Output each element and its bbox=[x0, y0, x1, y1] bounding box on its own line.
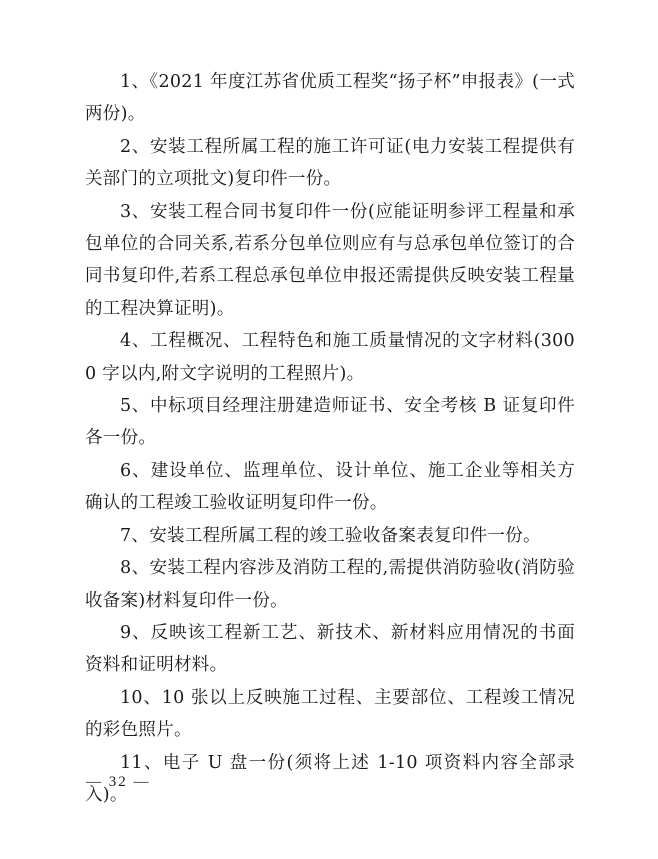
list-item-6: 6、建设单位、监理单位、设计单位、施工企业等相关方确认的工程竣工验收证明复印件一份。 bbox=[85, 460, 575, 514]
list-item-10: 10、10 张以上反映施工过程、主要部位、工程竣工情况的彩色照片。 bbox=[85, 687, 575, 741]
list-item-7: 7、安装工程所属工程的竣工验收备案表复印件一份。 bbox=[120, 525, 541, 546]
list-item-2: 2、安装工程所属工程的施工许可证(电力安装工程提供有关部门的立项批文)复印件一份。 bbox=[85, 136, 575, 190]
list-item-3: 3、安装工程合同书复印件一份(应能证明参评工程量和承包单位的合同关系,若系分包单位则应有与总承包单位签订的合同书复印件,若系工程总承包单位申报还需提供反映安装工程量的工程决算证明)。 bbox=[85, 201, 575, 319]
requirements-list bbox=[85, 66, 575, 811]
list-item-4: 4、工程概况、工程特色和施工质量情况的文字材料(3000 字以内,附文字说明的工程照片)。 bbox=[85, 331, 575, 384]
list-item-8: 8、安装工程内容涉及消防工程的,需提供消防验收(消防验收备案)材料复印件一份。 bbox=[85, 558, 575, 611]
list-item-1: 1、《2021 年度江苏省优质工程奖“扬子杯”申报表》(一式两份)。 bbox=[85, 72, 575, 125]
list-item-11: 11、电子 U 盘一份(须将上述 1-10 项资料内容全部录入)。 bbox=[85, 752, 575, 805]
list-item-9: 9、反映该工程新工艺、新技术、新材料应用情况的书面资料和证明材料。 bbox=[85, 622, 575, 676]
page-number: — 32 — bbox=[86, 774, 151, 790]
list-item-5: 5、中标项目经理注册建造师证书、安全考核 B 证复印件各一份。 bbox=[85, 396, 575, 449]
